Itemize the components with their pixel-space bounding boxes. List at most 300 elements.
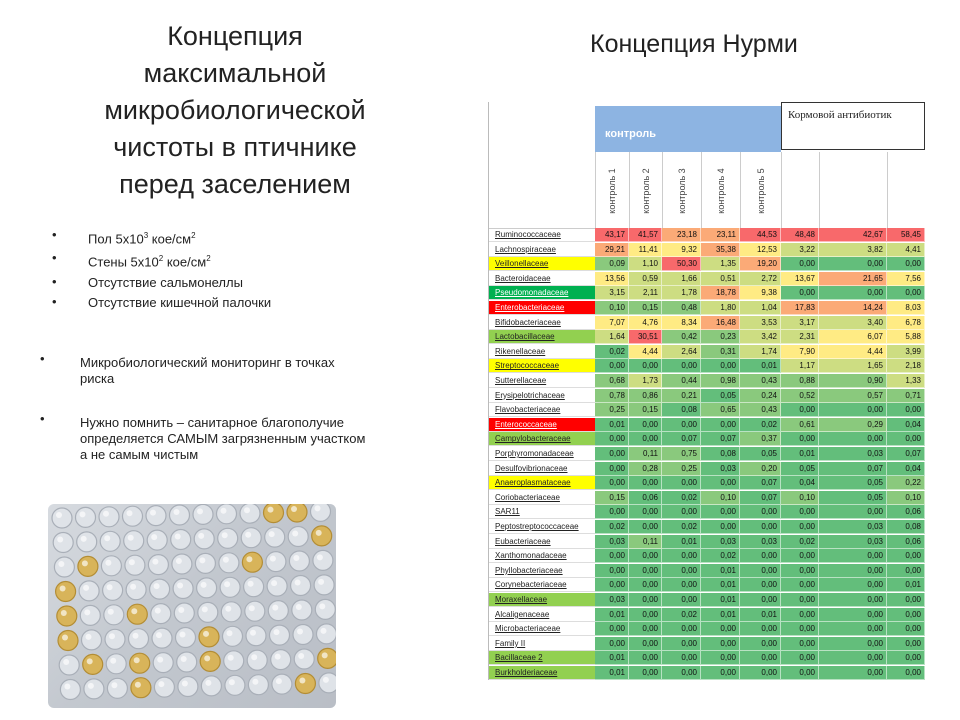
table-row <box>489 418 925 432</box>
value-cell: 0,00 <box>740 651 781 665</box>
plate-well <box>295 674 315 694</box>
plate-well <box>293 625 313 645</box>
value-cell: 0,08 <box>662 403 701 417</box>
header-label: контроль 3 <box>676 168 687 214</box>
header-cell <box>781 152 820 229</box>
plate-well-highlight <box>181 656 187 662</box>
microbiome-table <box>488 102 925 680</box>
plate-well <box>272 674 292 694</box>
value-cell: 0,00 <box>740 593 781 607</box>
family-name: Bifidobacteriaceae <box>489 316 595 330</box>
header-cell <box>595 152 630 229</box>
value-cell: 0,22 <box>887 476 925 490</box>
note-item: • Микробиологический мониторинг в точках риска <box>40 355 370 387</box>
plate-well <box>312 526 332 546</box>
value-cell: 0,00 <box>740 505 781 519</box>
plate-well <box>104 605 124 625</box>
plate-well <box>220 577 240 597</box>
value-cell: 1,17 <box>781 359 819 373</box>
plate-well <box>197 578 217 598</box>
value-cell: 0,01 <box>887 578 925 592</box>
standard-item: • Отсутствие сальмонеллы <box>52 273 412 293</box>
plate-well-highlight <box>297 629 303 635</box>
value-cell: 0,86 <box>629 389 662 403</box>
header-label: контроль 5 <box>755 168 766 214</box>
value-cell: 4,76 <box>629 316 662 330</box>
plate-well <box>178 677 198 697</box>
plate-well <box>58 631 78 651</box>
value-cell: 0,00 <box>662 359 701 373</box>
value-cell: 0,00 <box>662 651 701 665</box>
value-cell: 0,00 <box>629 666 662 680</box>
value-cell: 0,00 <box>819 286 887 300</box>
value-cell: 0,00 <box>701 476 740 490</box>
header-label: контроль 1 <box>607 168 617 214</box>
plate-well <box>271 650 291 670</box>
plate-well <box>244 577 264 597</box>
plate-well-highlight <box>228 655 234 661</box>
plate-well-highlight <box>81 536 87 542</box>
table-row <box>489 462 925 476</box>
table-row <box>489 359 925 373</box>
plate-well <box>221 602 241 622</box>
value-cell: 0,98 <box>701 374 740 388</box>
value-cell: 43,17 <box>595 228 629 242</box>
plate-well-highlight <box>199 557 205 563</box>
plate-well <box>107 678 127 698</box>
table-row <box>489 272 925 286</box>
value-cell: 6,07 <box>819 330 887 344</box>
plate-well <box>264 504 284 523</box>
value-cell: 0,07 <box>887 447 925 461</box>
value-cell: 0,00 <box>819 549 887 563</box>
value-cell: 21,65 <box>819 272 887 286</box>
value-cell: 0,00 <box>595 462 629 476</box>
value-cell: 0,25 <box>662 462 701 476</box>
value-cell: 50,30 <box>662 257 701 271</box>
left-title-line: чистоты в птичнике <box>113 132 357 162</box>
value-cell: 0,00 <box>740 622 781 636</box>
value-cell: 0,57 <box>819 389 887 403</box>
value-cell: 0,00 <box>701 651 740 665</box>
plate-well <box>291 576 311 596</box>
value-cell: 0,01 <box>595 608 629 622</box>
plate-well-highlight <box>87 658 93 664</box>
plate-well-highlight <box>131 608 137 614</box>
plate-well-highlight <box>133 633 139 639</box>
value-cell: 0,05 <box>701 389 740 403</box>
value-cell: 0,00 <box>781 651 819 665</box>
value-cell: 0,07 <box>740 491 781 505</box>
value-cell: 0,00 <box>740 578 781 592</box>
value-cell: 0,51 <box>701 272 740 286</box>
plate-well <box>288 527 308 547</box>
plate-well-highlight <box>229 679 235 685</box>
family-name: Coriobacteriaceae <box>489 491 595 505</box>
value-cell: 0,00 <box>629 359 662 373</box>
value-cell: 0,00 <box>819 666 887 680</box>
plate-well <box>268 601 288 621</box>
plate-well <box>103 580 123 600</box>
value-cell: 0,00 <box>819 505 887 519</box>
value-cell: 14,24 <box>819 301 887 315</box>
value-cell: 3,42 <box>740 330 781 344</box>
plate-well <box>248 675 268 695</box>
plate-well <box>100 531 120 551</box>
value-cell: 0,05 <box>819 476 887 490</box>
value-cell: 0,43 <box>740 403 781 417</box>
plate-well <box>105 629 125 649</box>
value-cell: 0,28 <box>629 462 662 476</box>
value-cell: 0,05 <box>819 491 887 505</box>
plate-well-highlight <box>202 606 208 612</box>
value-cell: 0,01 <box>701 564 740 578</box>
value-cell: 1,66 <box>662 272 701 286</box>
value-cell: 0,00 <box>701 666 740 680</box>
value-cell: 0,10 <box>595 301 629 315</box>
value-cell: 0,10 <box>887 491 925 505</box>
value-cell: 1,35 <box>701 257 740 271</box>
plate-well <box>79 581 99 601</box>
plate-well-highlight <box>223 557 229 563</box>
table-row <box>489 637 925 651</box>
value-cell: 0,00 <box>595 447 629 461</box>
plate-well <box>247 650 267 670</box>
table-row <box>489 666 925 680</box>
control-group-label: контроль <box>605 128 657 140</box>
value-cell: 13,67 <box>781 272 819 286</box>
value-cell: 0,01 <box>740 608 781 622</box>
value-cell: 4,44 <box>629 345 662 359</box>
value-cell: 8,03 <box>887 301 925 315</box>
plate-well-highlight <box>103 511 109 517</box>
value-cell: 7,56 <box>887 272 925 286</box>
plate-well <box>289 551 309 571</box>
value-cell: 0,00 <box>629 564 662 578</box>
value-cell: 0,00 <box>819 578 887 592</box>
plate-well <box>311 504 331 521</box>
plate-well <box>246 626 266 646</box>
plate-well-highlight <box>64 684 70 690</box>
plate-well <box>154 677 174 697</box>
plate-well <box>150 579 170 599</box>
plate-well-highlight <box>245 532 251 538</box>
plate-well <box>83 654 103 674</box>
value-cell: 4,44 <box>819 345 887 359</box>
plate-well <box>127 604 147 624</box>
plate-well-highlight <box>246 556 252 562</box>
value-cell: 35,38 <box>701 243 740 257</box>
plate-well-highlight <box>271 580 277 586</box>
value-cell: 0,00 <box>740 564 781 578</box>
left-title-line: перед заселением <box>119 169 351 199</box>
value-cell: 0,00 <box>781 403 819 417</box>
plate-well <box>287 504 307 522</box>
plate-well-highlight <box>291 506 297 512</box>
plate-well-highlight <box>275 654 281 660</box>
plate-well <box>173 579 193 599</box>
plate-well <box>148 555 168 575</box>
plate-well-highlight <box>248 581 254 587</box>
plate-well-highlight <box>251 654 257 660</box>
plate-well <box>152 628 172 648</box>
plate-well <box>57 606 77 626</box>
value-cell: 0,00 <box>887 564 925 578</box>
family-name: Corynebacteriaceae <box>489 578 595 592</box>
value-cell: 0,11 <box>629 447 662 461</box>
value-cell: 0,00 <box>629 505 662 519</box>
plate-well-highlight <box>298 653 304 659</box>
value-cell: 18,78 <box>701 286 740 300</box>
value-cell: 0,00 <box>887 622 925 636</box>
value-cell: 0,11 <box>629 535 662 549</box>
value-cell: 0,00 <box>629 520 662 534</box>
value-cell: 1,04 <box>740 301 781 315</box>
family-name: Moraxellaceae <box>489 593 595 607</box>
plate-well-highlight <box>83 585 89 591</box>
value-cell: 0,00 <box>819 622 887 636</box>
value-cell: 1,80 <box>701 301 740 315</box>
plate-well <box>153 653 173 673</box>
plate-well <box>218 528 238 548</box>
table-row <box>489 389 925 403</box>
value-cell: 1,64 <box>595 330 629 344</box>
value-cell: 0,08 <box>701 447 740 461</box>
table-row <box>489 345 925 359</box>
plate-well-highlight <box>127 510 133 516</box>
family-name: Enterobacteriaceae <box>489 301 595 315</box>
plate-well <box>170 505 190 525</box>
value-cell: 0,00 <box>819 403 887 417</box>
value-cell: 0,00 <box>819 651 887 665</box>
value-cell: 0,00 <box>701 359 740 373</box>
value-cell: 0,00 <box>595 637 629 651</box>
plate-well <box>224 651 244 671</box>
value-cell: 0,68 <box>595 374 629 388</box>
plate-well-highlight <box>198 533 204 539</box>
table-row <box>489 432 925 446</box>
value-cell: 3,99 <box>887 345 925 359</box>
standards-list <box>52 226 412 313</box>
value-cell: 0,08 <box>887 520 925 534</box>
value-cell: 0,04 <box>781 476 819 490</box>
value-cell: 0,03 <box>819 535 887 549</box>
value-cell: 0,01 <box>701 578 740 592</box>
table-row <box>489 447 925 461</box>
value-cell: 0,00 <box>887 666 925 680</box>
value-cell: 3,17 <box>781 316 819 330</box>
value-cell: 0,00 <box>740 637 781 651</box>
notes-list <box>40 355 370 491</box>
family-name: Burkholderiaceae <box>489 666 595 680</box>
plate-well-highlight <box>60 586 66 592</box>
value-cell: 0,02 <box>595 345 629 359</box>
family-name: Ruminococcaceae <box>489 228 595 242</box>
plate-well-highlight <box>62 635 68 641</box>
value-cell: 0,00 <box>781 593 819 607</box>
value-cell: 0,00 <box>781 564 819 578</box>
header-cell <box>740 152 782 229</box>
plate-well <box>125 555 145 575</box>
family-name: Bacteroidaceae <box>489 272 595 286</box>
value-cell: 3,82 <box>819 243 887 257</box>
plate-well-highlight <box>63 659 69 665</box>
value-cell: 0,07 <box>662 432 701 446</box>
table-row <box>489 257 925 271</box>
plate-well-highlight <box>317 554 323 560</box>
plate-well <box>177 652 197 672</box>
value-cell: 0,00 <box>662 637 701 651</box>
plate-well <box>123 506 143 526</box>
plate-well-highlight <box>269 531 275 537</box>
family-name: Peptostreptococcaceae <box>489 520 595 534</box>
plate-well <box>130 653 150 673</box>
value-cell: 30,51 <box>629 330 662 344</box>
table-row <box>489 403 925 417</box>
value-cell: 0,00 <box>629 578 662 592</box>
plate-well-highlight <box>80 511 86 517</box>
header-cell <box>629 152 663 229</box>
table-row <box>489 491 925 505</box>
value-cell: 0,05 <box>740 447 781 461</box>
value-cell: 0,65 <box>701 403 740 417</box>
value-cell: 0,00 <box>819 608 887 622</box>
value-cell: 2,18 <box>887 359 925 373</box>
value-cell: 0,02 <box>740 418 781 432</box>
value-cell: 0,00 <box>887 593 925 607</box>
value-cell: 0,15 <box>629 403 662 417</box>
plate-well-highlight <box>82 560 88 566</box>
value-cell: 0,00 <box>662 418 701 432</box>
plate-well-highlight <box>293 555 299 561</box>
plate-well <box>219 553 239 573</box>
value-cell: 11,41 <box>629 243 662 257</box>
family-name: Eubacteriaceae <box>489 535 595 549</box>
plate-well-highlight <box>130 584 136 590</box>
value-cell: 0,00 <box>595 476 629 490</box>
value-cell: 0,00 <box>819 257 887 271</box>
table-row <box>489 228 925 242</box>
value-cell: 4,41 <box>887 243 925 257</box>
plate-well <box>126 580 146 600</box>
plate-well <box>317 624 337 644</box>
table-row <box>489 286 925 300</box>
plate-well <box>78 556 98 576</box>
plate-well <box>314 575 334 595</box>
family-name: Enterococcaceae <box>489 418 595 432</box>
microplate-photo <box>48 504 336 708</box>
family-name: Alcaligenaceae <box>489 608 595 622</box>
table-row <box>489 578 925 592</box>
value-cell: 0,01 <box>701 608 740 622</box>
plate-well <box>176 628 196 648</box>
family-name: Streptococcaceae <box>489 359 595 373</box>
plate-well <box>199 627 219 647</box>
table-row <box>489 608 925 622</box>
value-cell: 0,00 <box>662 622 701 636</box>
value-cell: 0,29 <box>819 418 887 432</box>
plate-well-highlight <box>154 583 160 589</box>
table-row <box>489 593 925 607</box>
plate-well-highlight <box>111 682 117 688</box>
header-cell <box>819 152 888 229</box>
value-cell: 1,73 <box>629 374 662 388</box>
value-cell: 0,90 <box>819 374 887 388</box>
table-row <box>489 564 925 578</box>
plate-well <box>201 676 221 696</box>
value-cell: 0,00 <box>819 637 887 651</box>
value-cell: 0,00 <box>662 505 701 519</box>
value-cell: 0,00 <box>740 549 781 563</box>
value-cell: 0,52 <box>781 389 819 403</box>
value-cell: 0,00 <box>629 432 662 446</box>
value-cell: 0,00 <box>781 637 819 651</box>
plate-well <box>80 605 100 625</box>
value-cell: 9,38 <box>740 286 781 300</box>
plate-well-highlight <box>176 558 182 564</box>
value-cell: 0,00 <box>595 622 629 636</box>
value-cell: 48,48 <box>781 228 819 242</box>
value-cell: 44,53 <box>740 228 781 242</box>
value-cell: 0,00 <box>701 520 740 534</box>
plate-well-highlight <box>158 681 164 687</box>
value-cell: 5,88 <box>887 330 925 344</box>
value-cell: 0,00 <box>781 432 819 446</box>
plate-well <box>217 504 237 524</box>
value-cell: 0,00 <box>887 608 925 622</box>
plate-well-highlight <box>319 603 325 609</box>
plate-well <box>101 556 121 576</box>
plate-well-highlight <box>205 680 211 686</box>
value-cell: 0,02 <box>662 520 701 534</box>
value-cell: 0,06 <box>887 535 925 549</box>
value-cell: 0,00 <box>629 637 662 651</box>
value-cell: 0,02 <box>662 491 701 505</box>
family-name: Campylobacteraceae <box>489 432 595 446</box>
value-cell: 0,00 <box>781 608 819 622</box>
plate-well-highlight <box>134 657 140 663</box>
value-cell: 0,71 <box>887 389 925 403</box>
value-cell: 0,07 <box>701 432 740 446</box>
standard-item: • Пол $5х10^3$ кое/$см^2$ <box>52 226 412 249</box>
value-cell: 0,00 <box>887 286 925 300</box>
table-row <box>489 622 925 636</box>
plate-well <box>129 629 149 649</box>
standard-item: • Стены $5х10^2$ кое/$см^2$ <box>52 249 412 272</box>
plate-well <box>225 675 245 695</box>
value-cell: 0,00 <box>819 432 887 446</box>
value-cell: 0,00 <box>887 257 925 271</box>
table-row <box>489 651 925 665</box>
value-cell: 0,20 <box>740 462 781 476</box>
plate-well-highlight <box>57 537 63 543</box>
value-cell: 1,33 <box>887 374 925 388</box>
value-cell: 0,00 <box>701 418 740 432</box>
family-name: Lactobacillaceae <box>489 330 595 344</box>
value-cell: 7,07 <box>595 316 629 330</box>
value-cell: 0,00 <box>781 505 819 519</box>
family-name: Phyllobacteriaceae <box>489 564 595 578</box>
plate-well-highlight <box>197 508 203 514</box>
plate-well-highlight <box>270 556 276 562</box>
plate-well-highlight <box>157 657 163 663</box>
value-cell: 0,03 <box>819 520 887 534</box>
value-cell: 0,02 <box>662 608 701 622</box>
plate-well-highlight <box>321 628 327 634</box>
value-cell: 2,64 <box>662 345 701 359</box>
value-cell: 0,00 <box>629 549 662 563</box>
value-cell: 0,03 <box>701 535 740 549</box>
